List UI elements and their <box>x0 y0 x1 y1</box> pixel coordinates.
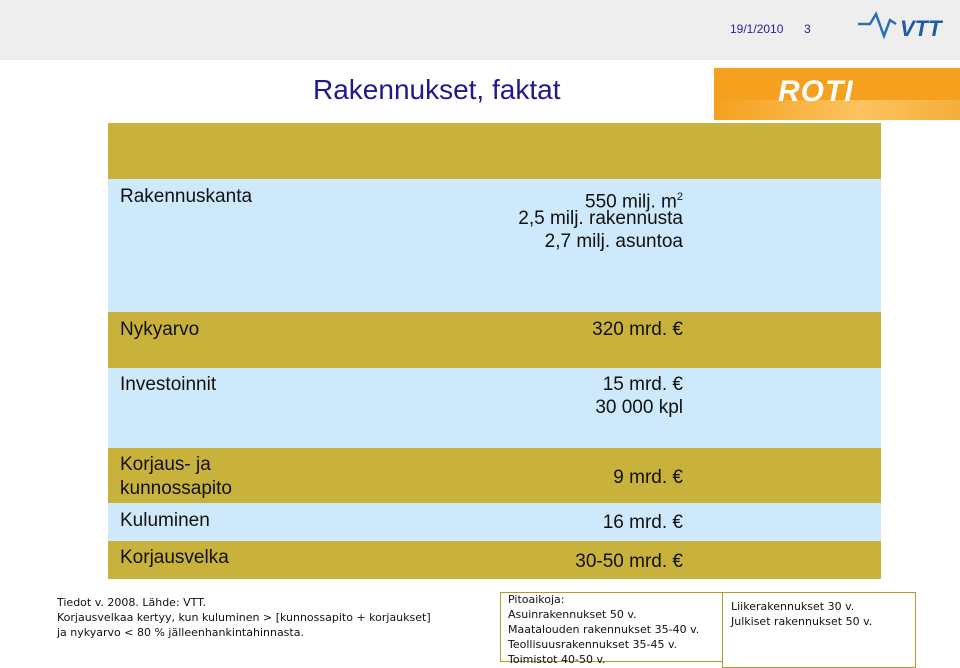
box-line: Liikerakennukset 30 v. <box>731 600 855 613</box>
footnote-line: ja nykyarvo < 80 % jälleenhankintahinnasta. <box>57 626 304 639</box>
top-bar <box>0 0 960 60</box>
pitoaikoja-box <box>500 592 723 666</box>
liikerakennukset-box <box>722 592 916 668</box>
vtt-logo-icon <box>856 6 946 42</box>
row-label: Kuluminen <box>120 510 210 531</box>
row-label: Investoinnit <box>120 374 217 395</box>
slide-page-number: 3 <box>804 22 811 36</box>
table-row-korjausvelka <box>108 541 881 579</box>
row-value: 320 mrd. € <box>592 319 683 340</box>
row-value: 30-50 mrd. € <box>575 551 683 572</box>
table-row-korjaus <box>108 448 881 503</box>
row-value-line: 2,5 milj. rakennusta <box>518 208 683 229</box>
row-label: Nykyarvo <box>120 319 200 340</box>
table-row-nykyarvo <box>108 312 881 368</box>
slide-date: 19/1/2010 <box>730 22 784 36</box>
row-label-line: kunnossapito <box>120 478 232 499</box>
row-label: Korjausvelka <box>120 547 229 568</box>
row-value: 9 mrd. € <box>613 467 683 488</box>
box-line: Maatalouden rakennukset 35-40 v. <box>508 623 700 636</box>
roti-logo <box>714 68 960 120</box>
footnotes <box>57 595 431 640</box>
box-line: Teollisuusrakennukset 35-45 v. <box>508 638 678 651</box>
svg-text:VTT: VTT <box>900 16 942 41</box>
box-line: Asuinrakennukset 50 v. <box>508 608 637 621</box>
slide-title: Rakennukset, faktat <box>313 74 561 105</box>
roti-logo-text: ROTI <box>778 75 854 108</box>
row-value-line: 2,7 milj. asuntoa <box>544 231 683 252</box>
row-value-line: 15 mrd. € <box>602 374 683 395</box>
row-value-line: 30 000 kpl <box>595 397 683 418</box>
footnote-line: Korjausvelkaa kertyy, kun kuluminen > [kunnossapito + korjaukset] <box>57 611 431 624</box>
table-header-strip <box>108 123 881 179</box>
row-label: Rakennuskanta <box>120 186 253 207</box>
box-line: Toimistot 40-50 v. <box>508 653 606 666</box>
box-line: Julkiset rakennukset 50 v. <box>731 615 873 628</box>
superscript-2: 2 <box>676 191 683 203</box>
footnote-line: Tiedot v. 2008. Lähde: VTT. <box>57 596 207 609</box>
table-row-kuluminen <box>108 503 881 541</box>
row-value: 16 mrd. € <box>602 512 683 533</box>
table-row-investoinnit <box>108 368 881 448</box>
table-row-rakennuskanta <box>108 179 881 312</box>
row-label-line: Korjaus- ja <box>120 454 211 475</box>
row-value-line: 550 milj. $m^2$ <box>585 191 683 213</box>
box-line: Pitoaikoja: <box>508 593 565 606</box>
